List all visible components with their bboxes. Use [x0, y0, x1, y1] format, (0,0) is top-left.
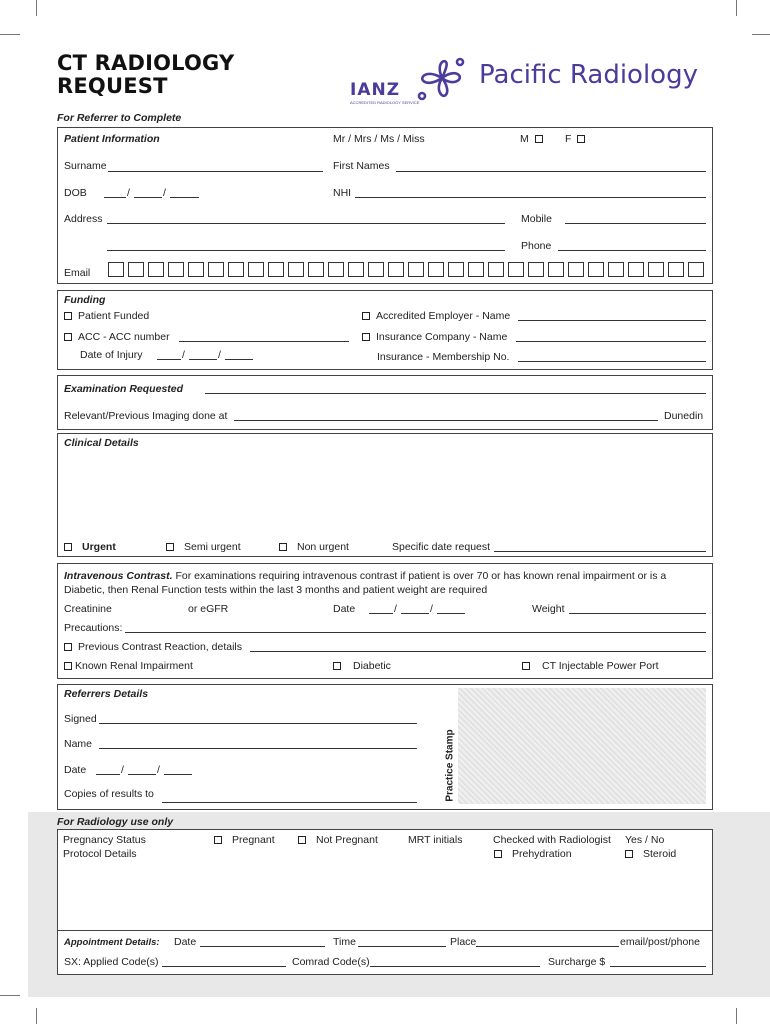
female-checkbox[interactable]	[577, 135, 585, 143]
renal-impairment-checkbox[interactable]	[64, 662, 72, 670]
urgent-option[interactable]	[64, 541, 116, 553]
appointment-date-label: Date	[174, 936, 197, 948]
accredited-employer-checkbox[interactable]	[362, 312, 370, 320]
acc-label: ACC - ACC number	[78, 331, 170, 343]
sx-codes-label: SX: Applied Code(s)	[64, 956, 159, 968]
practice-stamp-area[interactable]	[458, 688, 706, 804]
pregnant-option[interactable]	[214, 834, 275, 846]
diabetic-checkbox[interactable]	[333, 662, 341, 670]
contact-method-label[interactable]: email/post/phone	[620, 936, 700, 948]
surname-label: Surname	[64, 160, 107, 172]
surname-field[interactable]	[108, 171, 323, 172]
male-label: M	[520, 133, 529, 145]
first-names-field[interactable]	[396, 171, 706, 172]
pacific-radiology-flower-icon	[414, 54, 470, 104]
diabetic-label: Diabetic	[353, 660, 391, 672]
pregnancy-status-label: Pregnancy Status	[63, 834, 146, 846]
insurance-company-field[interactable]	[516, 341, 706, 342]
phone-label: Phone	[521, 240, 552, 252]
iv-heading: Intravenous Contrast.	[64, 570, 173, 582]
nhi-field[interactable]	[355, 197, 706, 198]
steroid-option[interactable]	[625, 848, 676, 860]
surcharge-label: Surcharge $	[548, 956, 606, 968]
patient-funded-label: Patient Funded	[78, 310, 150, 322]
patient-funded-checkbox[interactable]	[64, 312, 72, 320]
clinical-details-textarea[interactable]	[64, 452, 704, 532]
steroid-label: Steroid	[643, 848, 677, 860]
renal-impairment-label: Known Renal Impairment	[75, 660, 193, 672]
radiology-notes-box	[57, 829, 713, 931]
renal-impairment-option[interactable]	[64, 660, 193, 672]
iv-date-label: Date	[333, 603, 356, 615]
specific-date-field[interactable]	[494, 551, 706, 552]
ianz-logo	[350, 80, 419, 105]
address-label: Address	[64, 213, 103, 225]
referrer-date-day-field[interactable]	[96, 774, 120, 775]
diabetic-option[interactable]	[333, 660, 391, 672]
iv-date-year-field[interactable]	[437, 613, 465, 614]
non-urgent-checkbox[interactable]	[279, 543, 287, 551]
insurance-company-option[interactable]	[362, 331, 507, 343]
first-names-label: First Names	[333, 160, 390, 172]
relevant-imaging-label: Relevant/Previous Imaging done at	[64, 410, 228, 422]
female-label: F	[565, 133, 572, 145]
appointment-time-label: Time	[333, 936, 356, 948]
comrad-codes-field[interactable]	[370, 966, 540, 967]
iv-date-day-field[interactable]	[369, 613, 393, 614]
iv-text-line2: Diabetic, then Renal Function tests within the last 3 months and patient weight are required	[64, 584, 488, 596]
practice-stamp-label: Practice Stamp	[444, 729, 456, 802]
specific-date-label: Specific date request	[392, 541, 491, 553]
not-pregnant-option[interactable]	[298, 834, 378, 846]
membership-label: Insurance - Membership No.	[377, 351, 510, 363]
prehydration-checkbox[interactable]	[494, 850, 502, 858]
checked-radiologist-label: Checked with Radiologist	[493, 834, 611, 846]
appointment-time-field[interactable]	[358, 946, 446, 947]
semi-urgent-option[interactable]	[166, 541, 241, 553]
urgent-label: Urgent	[82, 541, 116, 553]
patient-funded-option[interactable]	[64, 310, 149, 322]
appointment-place-field[interactable]	[476, 946, 619, 947]
comrad-codes-label: Comrad Code(s)	[292, 956, 370, 968]
funding-heading: Funding	[64, 294, 106, 306]
prehydration-label: Prehydration	[512, 848, 572, 860]
ianz-logo-text: IANZ	[350, 80, 401, 100]
accredited-employer-label: Accredited Employer - Name	[376, 310, 511, 322]
surcharge-field[interactable]	[610, 966, 706, 967]
mobile-label: Mobile	[521, 213, 552, 225]
dob-label: DOB	[64, 187, 87, 199]
iv-text-line1	[64, 570, 666, 582]
patient-information-heading: Patient Information	[64, 133, 160, 145]
ianz-logo-subtext: ACCREDITED RADIOLOGY SERVICE	[350, 100, 420, 105]
phone-field[interactable]	[558, 250, 706, 251]
power-port-checkbox[interactable]	[522, 662, 530, 670]
pregnant-label: Pregnant	[232, 834, 275, 846]
precautions-label: Precautions:	[64, 622, 123, 634]
referrer-name-field[interactable]	[99, 748, 417, 749]
egfr-label: or eGFR	[188, 603, 229, 615]
previous-reaction-checkbox[interactable]	[64, 643, 72, 651]
creatinine-label: Creatinine	[64, 603, 112, 615]
accredited-employer-field[interactable]	[518, 320, 706, 321]
brand-name: Pacific Radiology	[479, 60, 698, 90]
examination-heading: Examination Requested	[64, 383, 184, 395]
radiology-use-heading: For Radiology use only	[57, 816, 174, 828]
acc-number-field[interactable]	[179, 341, 349, 342]
prehydration-option[interactable]	[494, 848, 572, 860]
injury-day-field[interactable]	[157, 359, 181, 360]
referrer-date-label: Date	[64, 764, 87, 776]
dob-day-field[interactable]	[104, 197, 126, 198]
copies-field[interactable]	[162, 802, 417, 803]
form-title-line1: CT RADIOLOGY	[57, 51, 235, 75]
power-port-option[interactable]	[522, 660, 659, 672]
steroid-checkbox[interactable]	[625, 850, 633, 858]
dob-month-field[interactable]	[134, 197, 162, 198]
copies-label: Copies of results to	[64, 788, 154, 800]
form-title	[57, 52, 234, 98]
examination-field[interactable]	[205, 393, 706, 394]
male-checkbox[interactable]	[535, 135, 543, 143]
signed-field[interactable]	[99, 723, 417, 724]
nhi-label: NHI	[333, 187, 352, 199]
injury-month-field[interactable]	[189, 359, 217, 360]
acc-option[interactable]	[64, 331, 170, 343]
location-label: Dunedin	[664, 410, 704, 422]
appointment-details-label: Appointment Details:	[64, 937, 160, 948]
dob-year-field[interactable]	[170, 197, 199, 198]
referrer-heading: For Referrer to Complete	[57, 112, 182, 124]
iv-date-month-field[interactable]	[401, 613, 429, 614]
power-port-label: CT Injectable Power Port	[542, 660, 659, 672]
sx-codes-field[interactable]	[162, 966, 286, 967]
mrt-initials-label: MRT initials	[408, 834, 463, 846]
signed-label: Signed	[64, 713, 97, 725]
previous-reaction-field[interactable]	[250, 651, 706, 652]
non-urgent-option[interactable]	[279, 541, 349, 553]
protocol-details-label: Protocol Details	[63, 848, 137, 860]
clinical-details-heading: Clinical Details	[64, 437, 139, 449]
not-pregnant-label: Not Pregnant	[316, 834, 378, 846]
relevant-imaging-field[interactable]	[234, 420, 658, 421]
address-field-line1[interactable]	[107, 223, 505, 224]
precautions-field[interactable]	[125, 632, 706, 633]
mobile-field[interactable]	[565, 223, 706, 224]
acc-checkbox[interactable]	[64, 333, 72, 341]
patient-information-section	[57, 127, 713, 284]
accredited-employer-option[interactable]	[362, 310, 510, 322]
title-options[interactable]: Mr / Mrs / Ms / Miss	[333, 133, 425, 145]
non-urgent-label: Non urgent	[297, 541, 349, 553]
urgent-checkbox[interactable]	[64, 543, 72, 551]
weight-label: Weight	[532, 603, 565, 615]
male-option[interactable]	[520, 133, 549, 145]
form-title-line2: REQUEST	[57, 74, 168, 98]
previous-reaction-label: Previous Contrast Reaction, details	[78, 641, 242, 653]
previous-reaction-option[interactable]	[64, 641, 242, 653]
appointment-place-label: Place	[450, 936, 477, 948]
female-option[interactable]	[565, 133, 591, 145]
semi-urgent-label: Semi urgent	[184, 541, 241, 553]
address-field-line2[interactable]	[107, 250, 505, 251]
date-of-injury-label: Date of Injury	[80, 349, 143, 361]
referrer-date-year-field[interactable]	[164, 774, 192, 775]
appointment-date-field[interactable]	[200, 946, 325, 947]
yes-no-label[interactable]: Yes / No	[625, 834, 665, 846]
weight-field[interactable]	[569, 613, 706, 614]
membership-field[interactable]	[518, 361, 706, 362]
referrer-name-label: Name	[64, 738, 93, 750]
pregnant-checkbox[interactable]	[214, 836, 222, 844]
insurance-company-checkbox[interactable]	[362, 333, 370, 341]
not-pregnant-checkbox[interactable]	[298, 836, 306, 844]
iv-text1: For examinations requiring intravenous contrast if patient is over 70 or has known renal impairment or is a	[175, 570, 667, 582]
referrers-details-heading: Referrers Details	[64, 688, 149, 700]
referrer-date-month-field[interactable]	[128, 774, 156, 775]
insurance-company-label: Insurance Company - Name	[376, 331, 508, 343]
injury-year-field[interactable]	[225, 359, 253, 360]
email-label: Email	[64, 267, 91, 279]
semi-urgent-checkbox[interactable]	[166, 543, 174, 551]
